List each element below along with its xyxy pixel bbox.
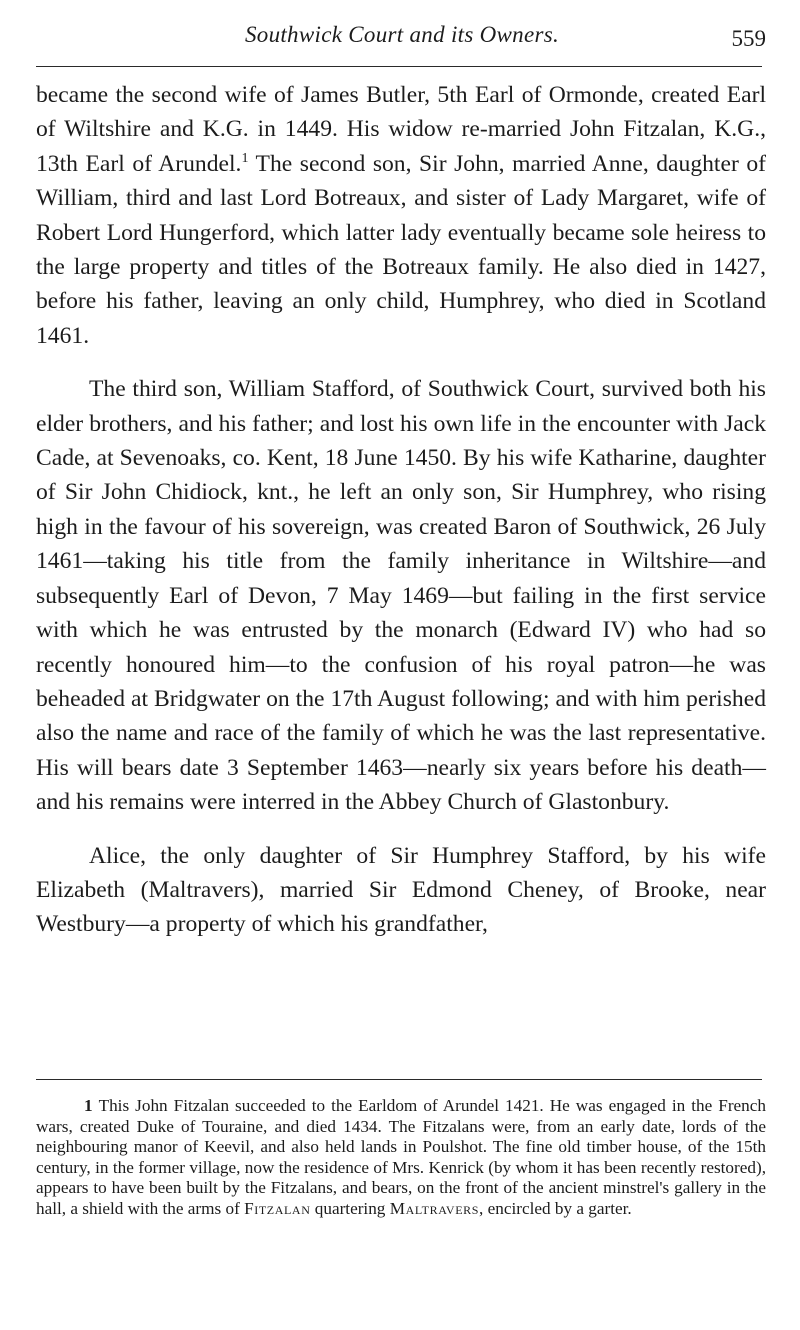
running-head <box>36 14 768 54</box>
footnote-reference: 1 <box>241 150 249 166</box>
header-rule <box>36 66 762 67</box>
footnote-number: 1 <box>84 1096 93 1115</box>
body-text <box>36 78 766 942</box>
footnote-text-before: This John Fitzalan succeeded to the Earldom of Arundel 1421. He was engaged in the French wars, created Duke of Touraine, and died 1434. The Fitzalans were, from an early date, lords of the neighbouring manor of Keevil, and also held lands in Poulshot. The fine old timber house, of the 15th century, in the former village, now the residence of Mrs. Kenrick (by whom it has been recently restored), appears to have been built by the Fitzalans, and bears, on the front of the ancient minstrel's gallery in the hall, a shield with the arms of <box>36 1096 766 1218</box>
paragraph-1 <box>36 78 766 353</box>
paragraph-2: The third son, William Stafford, of Southwick Court, survived both his elder brothers, and his father; and lost his own life in the encounter with Jack Cade, at Sevenoaks, co. Kent, 18 June 1450. By his wife Katharine, daughter of Sir John Chidiock, knt., he left an only son, Sir Humphrey, who rising high in the favour of his sovereign, was created Baron of Southwick, 26 July 1461—taking his title from the family inheritance in Wiltshire—and subsequently Earl of Devon, 7 May 1469—but failing in the first service with which he was entrusted by the monarch (Edward IV) who had so recently honoured him—to the confusion of his royal patron—he was beheaded at Bridgwater on the 17th August following; and with him perished also the name and race of the family of which he was the last representative. His will bears date 3 September 1463—nearly six years before his death—and his remains were interred in the Abbey Church of Glastonbury. <box>36 376 766 816</box>
paragraph-1-part-2: The second son, Sir John, married Anne, daughter of William, third and last Lord Botreaux, and sister of Lady Margaret, wife of Robert Lord Hungerford, which latter lady eventually became sole heiress to the large property and titles of the Botreaux family. He also died in 1427, before his father, leaving an only child, Humphrey, who died in Scotland 1461. <box>36 150 766 349</box>
footnote-arms-fitzalan: Fitzalan <box>244 1198 311 1218</box>
paragraph-3: Alice, the only daughter of Sir Humphrey Stafford, by his wife Elizabeth (Maltravers), married Sir Edmond Cheney, of Brooke, near Westbury—a property of which his grandfather, <box>36 842 766 938</box>
footnote-rule <box>36 1079 762 1080</box>
footnote-text-after: , encircled by a garter. <box>479 1198 632 1218</box>
running-title: Southwick Court and its Owners. <box>244 22 560 47</box>
paragraph-1-part-1: became the second wife of James Butler, 5th Earl of Ormonde, created Earl of Wiltshire and K.G. in 1449. His widow re-married John Fitzalan, K.G., 13th Earl of Arundel. <box>36 82 766 177</box>
page-number: 559 <box>731 26 766 51</box>
footnote-arms-maltravers: Maltravers <box>389 1198 480 1218</box>
footnote-text-middle: quartering <box>310 1198 390 1218</box>
footnote <box>36 1096 766 1219</box>
